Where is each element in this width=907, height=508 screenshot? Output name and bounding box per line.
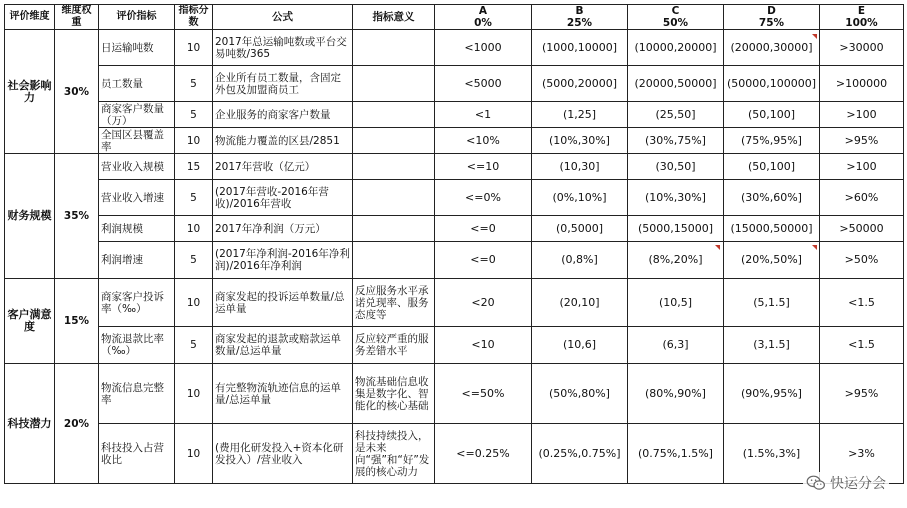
- grade-d-cell: (75%,95%]: [724, 128, 820, 154]
- grade-d-cell: (15000,50000]: [724, 216, 820, 242]
- formula-cell: 2017年总运输吨数或平台交易吨数/365: [213, 30, 353, 66]
- table-row: [5, 102, 904, 128]
- indicator-cell: 营业收入增速: [99, 180, 175, 216]
- grade-letter: C: [671, 5, 680, 17]
- grade-c-cell: (30,50]: [628, 154, 724, 180]
- header-grade-b: [532, 5, 628, 30]
- meaning-cell: 反应服务水平承诺兑现率、服务态度等: [353, 279, 435, 327]
- comment-marker: [715, 245, 720, 250]
- grade-pct: 75%: [758, 17, 785, 29]
- grade-c-cell: (25,50]: [628, 102, 724, 128]
- grade-pct: 50%: [662, 17, 689, 29]
- meaning-cell: [353, 30, 435, 66]
- header-formula: 公式: [213, 5, 353, 30]
- grade-a-cell: <5000: [435, 66, 532, 102]
- grade-d-cell: (50000,100000]: [724, 66, 820, 102]
- score-cell: 5: [175, 66, 213, 102]
- grade-c-cell: (20000,50000]: [628, 66, 724, 102]
- grade-pct: 100%: [845, 17, 878, 29]
- indicator-cell: 日运输吨数: [99, 30, 175, 66]
- indicator-cell: 员工数量: [99, 66, 175, 102]
- table-row: [5, 327, 904, 364]
- indicator-cell: 营业收入规模: [99, 154, 175, 180]
- weight-cell: 30%: [55, 30, 99, 154]
- dimension-cell: 科技潜力: [5, 364, 55, 484]
- indicator-cell: 利润增速: [99, 242, 175, 279]
- formula-cell: 商家发起的退款或赔款运单数量/总运单量: [213, 327, 353, 364]
- indicator-cell: 利润规模: [99, 216, 175, 242]
- meaning-cell: [353, 180, 435, 216]
- table-row: [5, 279, 904, 327]
- grade-d-cell: (3,1.5]: [724, 327, 820, 364]
- grade-d-cell: (5,1.5]: [724, 279, 820, 327]
- grade-a-cell: <20: [435, 279, 532, 327]
- header-dimension: 评价维度: [5, 5, 55, 30]
- formula-cell: 物流能力覆盖的区县/2851: [213, 128, 353, 154]
- grade-c-cell: (80%,90%]: [628, 364, 724, 424]
- grade-e-cell: >100: [820, 102, 904, 128]
- meaning-cell: [353, 128, 435, 154]
- grade-b-cell: (10,6]: [532, 327, 628, 364]
- formula-cell: (费用化研发投入+资本化研发投入）/营业收入: [213, 424, 353, 484]
- watermark-text: 快运分会: [830, 476, 886, 492]
- score-cell: 10: [175, 216, 213, 242]
- grade-b-cell: (20,10]: [532, 279, 628, 327]
- meaning-cell: [353, 154, 435, 180]
- watermark: [803, 472, 889, 494]
- score-cell: 5: [175, 102, 213, 128]
- grade-e-cell: <1.5: [820, 279, 904, 327]
- score-cell: 5: [175, 180, 213, 216]
- header-indicator: 评价指标: [99, 5, 175, 30]
- grade-a-cell: <10%: [435, 128, 532, 154]
- grade-pct: 0%: [474, 17, 492, 29]
- indicator-cell: 商家客户数量（万）: [99, 102, 175, 128]
- score-cell: 10: [175, 128, 213, 154]
- grade-b-cell: (50%,80%]: [532, 364, 628, 424]
- grade-b-cell: (0.25%,0.75%]: [532, 424, 628, 484]
- grade-e-cell: >30000: [820, 30, 904, 66]
- table-row: [5, 242, 904, 279]
- grade-b-cell: (10%,30%]: [532, 128, 628, 154]
- formula-cell: 企业所有员工数量，含固定外包及加盟商员工: [213, 66, 353, 102]
- grade-a-cell: <=0: [435, 242, 532, 279]
- grade-a-cell: <=0.25%: [435, 424, 532, 484]
- score-cell: 10: [175, 30, 213, 66]
- meaning-cell: 物流基础信息收集是数字化、智能化的核心基础: [353, 364, 435, 424]
- grade-e-cell: >50000: [820, 216, 904, 242]
- score-cell: 15: [175, 154, 213, 180]
- grade-c-cell: (6,3]: [628, 327, 724, 364]
- grade-e-cell: <1.5: [820, 327, 904, 364]
- evaluation-table: [4, 4, 904, 484]
- indicator-cell: 物流退款比率（‰）: [99, 327, 175, 364]
- score-cell: 5: [175, 242, 213, 279]
- meaning-cell: [353, 216, 435, 242]
- grade-d-cell: (50,100]: [724, 154, 820, 180]
- grade-b-cell: (0,5000]: [532, 216, 628, 242]
- grade-a-cell: <1: [435, 102, 532, 128]
- grade-b-cell: (0%,10%]: [532, 180, 628, 216]
- grade-e-cell: >100: [820, 154, 904, 180]
- grade-d-cell: (20000,30000]: [724, 30, 820, 66]
- grade-b-cell: (5000,20000]: [532, 66, 628, 102]
- grade-e-cell: >50%: [820, 242, 904, 279]
- grade-b-cell: (0,8%]: [532, 242, 628, 279]
- header-grade-e: [820, 5, 904, 30]
- grade-letter: D: [767, 5, 776, 17]
- grade-a-cell: <10: [435, 327, 532, 364]
- header-weight: 维度权重: [55, 5, 99, 30]
- grade-pct: 25%: [566, 17, 593, 29]
- formula-cell: 有完整物流轨迹信息的运单量/总运单量: [213, 364, 353, 424]
- grade-a-cell: <=0%: [435, 180, 532, 216]
- grade-letter: E: [857, 5, 866, 17]
- score-cell: 10: [175, 424, 213, 484]
- meaning-cell: [353, 242, 435, 279]
- grade-d-cell: (1.5%,3%]: [724, 424, 820, 484]
- table-row: [5, 154, 904, 180]
- grade-e-cell: >100000: [820, 66, 904, 102]
- grade-b-cell: (10,30]: [532, 154, 628, 180]
- grade-a-cell: <=50%: [435, 364, 532, 424]
- grade-b-cell: (1000,10000]: [532, 30, 628, 66]
- table-row: [5, 180, 904, 216]
- grade-c-cell: (5000,15000]: [628, 216, 724, 242]
- header-meaning: 指标意义: [353, 5, 435, 30]
- formula-cell: 商家发起的投诉运单数量/总运单量: [213, 279, 353, 327]
- grade-letter: A: [478, 5, 488, 17]
- grade-c-cell: (8%,20%]: [628, 242, 724, 279]
- grade-a-cell: <=10: [435, 154, 532, 180]
- meaning-cell: 反应较严重的服务差错水平: [353, 327, 435, 364]
- grade-a-cell: <1000: [435, 30, 532, 66]
- dimension-cell: 社会影响力: [5, 30, 55, 154]
- table-row: [5, 66, 904, 102]
- grade-letter: B: [575, 5, 584, 17]
- header-grade-c: [628, 5, 724, 30]
- header-row: [5, 5, 904, 30]
- grade-e-cell: >60%: [820, 180, 904, 216]
- formula-cell: 2017年净利润（万元）: [213, 216, 353, 242]
- grade-d-cell: (50,100]: [724, 102, 820, 128]
- dimension-cell: 客户满意度: [5, 279, 55, 364]
- header-score: 指标分数: [175, 5, 213, 30]
- grade-d-cell: (30%,60%]: [724, 180, 820, 216]
- score-cell: 5: [175, 327, 213, 364]
- table-row: [5, 364, 904, 424]
- grade-e-cell: >3%: [820, 424, 904, 484]
- indicator-cell: 商家客户投诉率（‰）: [99, 279, 175, 327]
- weight-cell: 35%: [55, 154, 99, 279]
- formula-cell: (2017年营收-2016年营收)/2016年营收: [213, 180, 353, 216]
- indicator-cell: 全国区县覆盖率: [99, 128, 175, 154]
- grade-e-cell: >95%: [820, 128, 904, 154]
- wechat-icon: [806, 475, 826, 491]
- grade-c-cell: (10%,30%]: [628, 180, 724, 216]
- formula-cell: 企业服务的商家客户数量: [213, 102, 353, 128]
- weight-cell: 15%: [55, 279, 99, 364]
- table-row: [5, 424, 904, 484]
- meaning-cell: [353, 102, 435, 128]
- grade-d-cell: (20%,50%]: [724, 242, 820, 279]
- formula-cell: (2017年净利润-2016年净利润)/2016年净利润: [213, 242, 353, 279]
- score-cell: 10: [175, 279, 213, 327]
- weight-cell: 20%: [55, 364, 99, 484]
- grade-c-cell: (30%,75%]: [628, 128, 724, 154]
- header-grade-a: [435, 5, 532, 30]
- grade-c-cell: (10000,20000]: [628, 30, 724, 66]
- dimension-cell: 财务规模: [5, 154, 55, 279]
- comment-marker: [812, 34, 817, 39]
- indicator-cell: 科技投入占营收比: [99, 424, 175, 484]
- grade-c-cell: (0.75%,1.5%]: [628, 424, 724, 484]
- indicator-cell: 物流信息完整率: [99, 364, 175, 424]
- grade-c-cell: (10,5]: [628, 279, 724, 327]
- grade-e-cell: >95%: [820, 364, 904, 424]
- score-cell: 10: [175, 364, 213, 424]
- header-grade-d: [724, 5, 820, 30]
- comment-marker: [812, 245, 817, 250]
- grade-d-cell: (90%,95%]: [724, 364, 820, 424]
- meaning-cell: [353, 66, 435, 102]
- table-row: [5, 128, 904, 154]
- grade-b-cell: (1,25]: [532, 102, 628, 128]
- table-row: [5, 216, 904, 242]
- formula-cell: 2017年营收（亿元）: [213, 154, 353, 180]
- table-row: [5, 30, 904, 66]
- grade-a-cell: <=0: [435, 216, 532, 242]
- meaning-cell: 科技持续投入，是未来向“强”和“好”发展的核心动力: [353, 424, 435, 484]
